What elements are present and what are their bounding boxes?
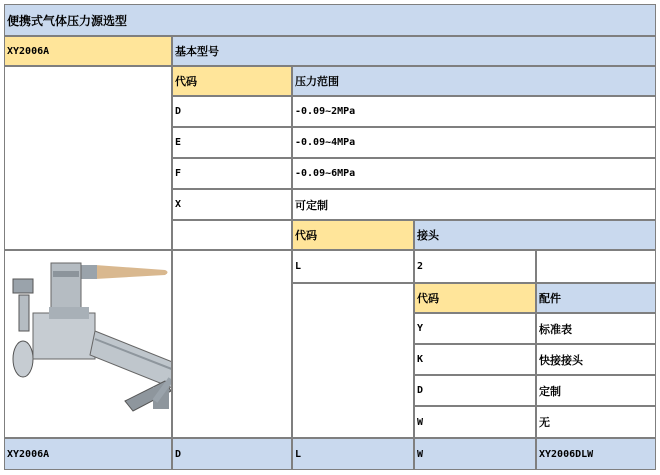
base-model-code-cell — [4, 36, 172, 66]
base-model-label-cell — [172, 36, 656, 66]
example-cell — [292, 438, 414, 470]
accessory-label: 标准表 — [539, 322, 572, 336]
connector-value-cell — [414, 250, 536, 283]
connector-code-header-cell — [292, 220, 414, 250]
accessory-code-header: 代码 — [417, 292, 439, 305]
selection-table — [4, 4, 656, 470]
accessory-label-header: 配件 — [539, 292, 561, 305]
pressure-range-cell — [292, 127, 656, 158]
example-value: XY2006A — [7, 448, 50, 460]
accessory-label-cell — [536, 375, 656, 406]
accessory-code: Y — [417, 323, 424, 334]
product-image-cell — [4, 250, 172, 438]
example-cell — [172, 438, 292, 470]
empty-cell — [172, 250, 292, 438]
accessory-label: 快接接头 — [539, 353, 583, 367]
accessory-code-header-cell — [414, 283, 536, 313]
accessory-code: D — [417, 385, 424, 396]
connector-value: 2 — [417, 261, 424, 272]
connector-label-header-cell — [414, 220, 656, 250]
table-title-cell — [4, 4, 656, 36]
base-model-code: XY2006A — [7, 45, 50, 57]
example-value: L — [295, 448, 302, 460]
pressure-range-cell — [292, 158, 656, 189]
pressure-range-header-cell — [292, 66, 656, 96]
example-value: XY2006DLW — [539, 448, 594, 460]
pressure-range: 可定制 — [295, 198, 328, 212]
empty-left-cell — [4, 66, 172, 250]
example-cell — [414, 438, 536, 470]
empty-cell — [172, 220, 292, 250]
pressure-code-header: 代码 — [175, 75, 197, 88]
example-cell — [536, 438, 656, 470]
accessory-code: W — [417, 416, 424, 428]
accessory-label-cell — [536, 406, 656, 438]
pressure-source-image — [5, 251, 171, 437]
base-model-label: 基本型号 — [175, 45, 219, 58]
accessory-code-cell — [414, 344, 536, 375]
pressure-range: -0.09~4MPa — [295, 137, 356, 148]
pressure-code: E — [175, 137, 182, 148]
pressure-range-header: 压力范围 — [295, 75, 339, 88]
pressure-range: -0.09~2MPa — [295, 106, 356, 117]
accessory-label: 无 — [539, 416, 550, 429]
pressure-range-cell — [292, 189, 656, 220]
empty-cell — [536, 250, 656, 283]
accessory-code: K — [417, 354, 424, 365]
pressure-range-cell — [292, 96, 656, 127]
accessory-label-cell — [536, 313, 656, 344]
connector-label-header: 接头 — [417, 229, 439, 242]
pressure-code-cell — [172, 96, 292, 127]
pressure-range: -0.09~6MPa — [295, 168, 356, 179]
pressure-code-cell — [172, 127, 292, 158]
connector-code: L — [295, 261, 302, 272]
pressure-code-cell — [172, 189, 292, 220]
example-value: D — [175, 448, 182, 460]
accessory-code-cell — [414, 313, 536, 344]
pressure-code: D — [175, 106, 182, 117]
connector-code-cell — [292, 250, 414, 283]
accessory-label-cell — [536, 344, 656, 375]
connector-code-header: 代码 — [295, 229, 317, 242]
accessory-label-header-cell — [536, 283, 656, 313]
accessory-code-cell — [414, 406, 536, 438]
table-title: 便携式气体压力源选型 — [7, 13, 128, 28]
pressure-code-cell — [172, 158, 292, 189]
example-cell — [4, 438, 172, 470]
accessory-code-cell — [414, 375, 536, 406]
pressure-code: F — [175, 168, 182, 179]
empty-cell — [292, 283, 414, 438]
example-value: W — [417, 448, 424, 460]
pressure-code-header-cell — [172, 66, 292, 96]
pressure-code: X — [175, 199, 182, 210]
accessory-label: 定制 — [539, 384, 561, 398]
